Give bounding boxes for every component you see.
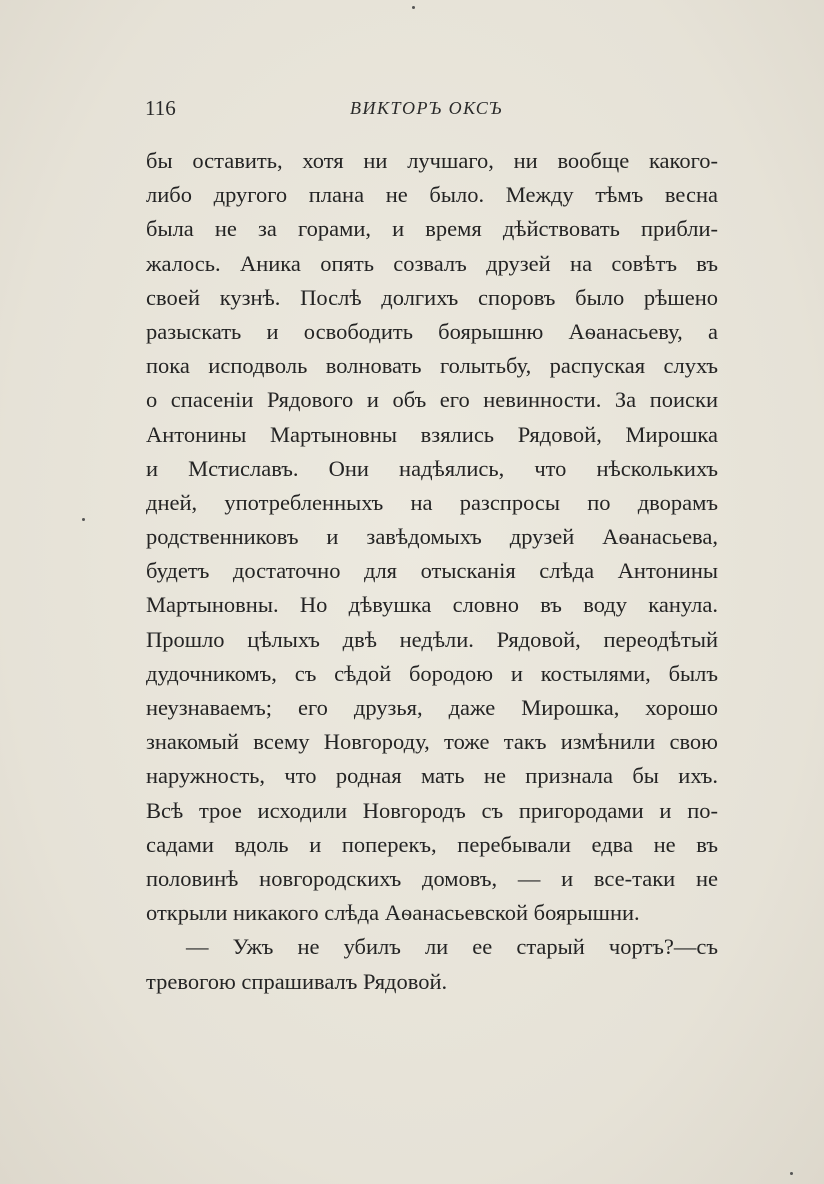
body-text bbox=[146, 144, 718, 999]
page-header bbox=[145, 96, 715, 128]
dialogue-line: тревогою спрашивалъ Рядовой. bbox=[146, 968, 448, 994]
text-line: открыли никакого слѣда Аѳанасьевской боярышни. bbox=[146, 900, 640, 926]
text-line: Мартыновны. Но дѣвушка словно въ воду канула. bbox=[146, 592, 718, 618]
text-line: своей кузнѣ. Послѣ долгихъ споровъ было рѣшено bbox=[146, 284, 718, 310]
text-line: наружность, что родная мать не признала бы ихъ. bbox=[146, 763, 718, 789]
text-line: половинѣ новгородскихъ домовъ, — и все-таки не bbox=[146, 865, 718, 891]
text-line: была не за горами, и время дѣйствовать прибли- bbox=[146, 216, 718, 242]
dialogue-line: — Ужъ не убилъ ли ее старый чортъ?—съ bbox=[186, 934, 718, 960]
text-line: неузнаваемъ; его друзья, даже Мирошка, хорошо bbox=[146, 695, 718, 720]
ink-speck bbox=[790, 1172, 793, 1175]
text-line: дней, употребленныхъ на разспросы по дворамъ bbox=[146, 489, 718, 515]
text-line: либо другого плана не было. Между тѣмъ весна bbox=[146, 182, 718, 208]
text-line: о спасеніи Рядового и объ его невинности. За поиски bbox=[146, 387, 718, 413]
ink-speck bbox=[412, 6, 415, 9]
running-head: ВИКТОРЪ ОКСЪ bbox=[350, 98, 503, 118]
text-line: жалось. Аника опять созвалъ друзей на совѣтъ въ bbox=[146, 250, 718, 276]
text-line: родственниковъ и завѣдомыхъ друзей Аѳанасьева, bbox=[146, 524, 718, 550]
text-line: бы оставить, хотя ни лучшаго, ни вообще какого- bbox=[146, 148, 718, 173]
text-line: Антонины Мартыновны взялись Рядовой, Мирошка bbox=[146, 421, 718, 447]
ink-speck bbox=[82, 518, 85, 521]
text-line: дудочникомъ, съ сѣдой бородою и костылями, былъ bbox=[146, 660, 718, 686]
text-line: знакомый всему Новгороду, тоже такъ измѣнили свою bbox=[146, 729, 718, 755]
text-line: и Мстиславъ. Они надѣялись, что нѣсколькихъ bbox=[146, 455, 718, 481]
text-line: Всѣ трое исходили Новгородъ съ пригородами и по- bbox=[146, 797, 718, 823]
text-line: пока исподволь волновать голытьбу, распуская слухъ bbox=[146, 353, 718, 379]
text-line: Прошло цѣлыхъ двѣ недѣли. Рядовой, переодѣтый bbox=[146, 626, 718, 652]
text-line: будетъ достаточно для отысканія слѣда Антонины bbox=[146, 558, 718, 584]
text-line: садами вдоль и поперекъ, перебывали едва не въ bbox=[146, 831, 718, 857]
page-number: 116 bbox=[145, 96, 176, 120]
text-line: разыскать и освободить боярышню Аѳанасьеву, а bbox=[146, 318, 718, 344]
